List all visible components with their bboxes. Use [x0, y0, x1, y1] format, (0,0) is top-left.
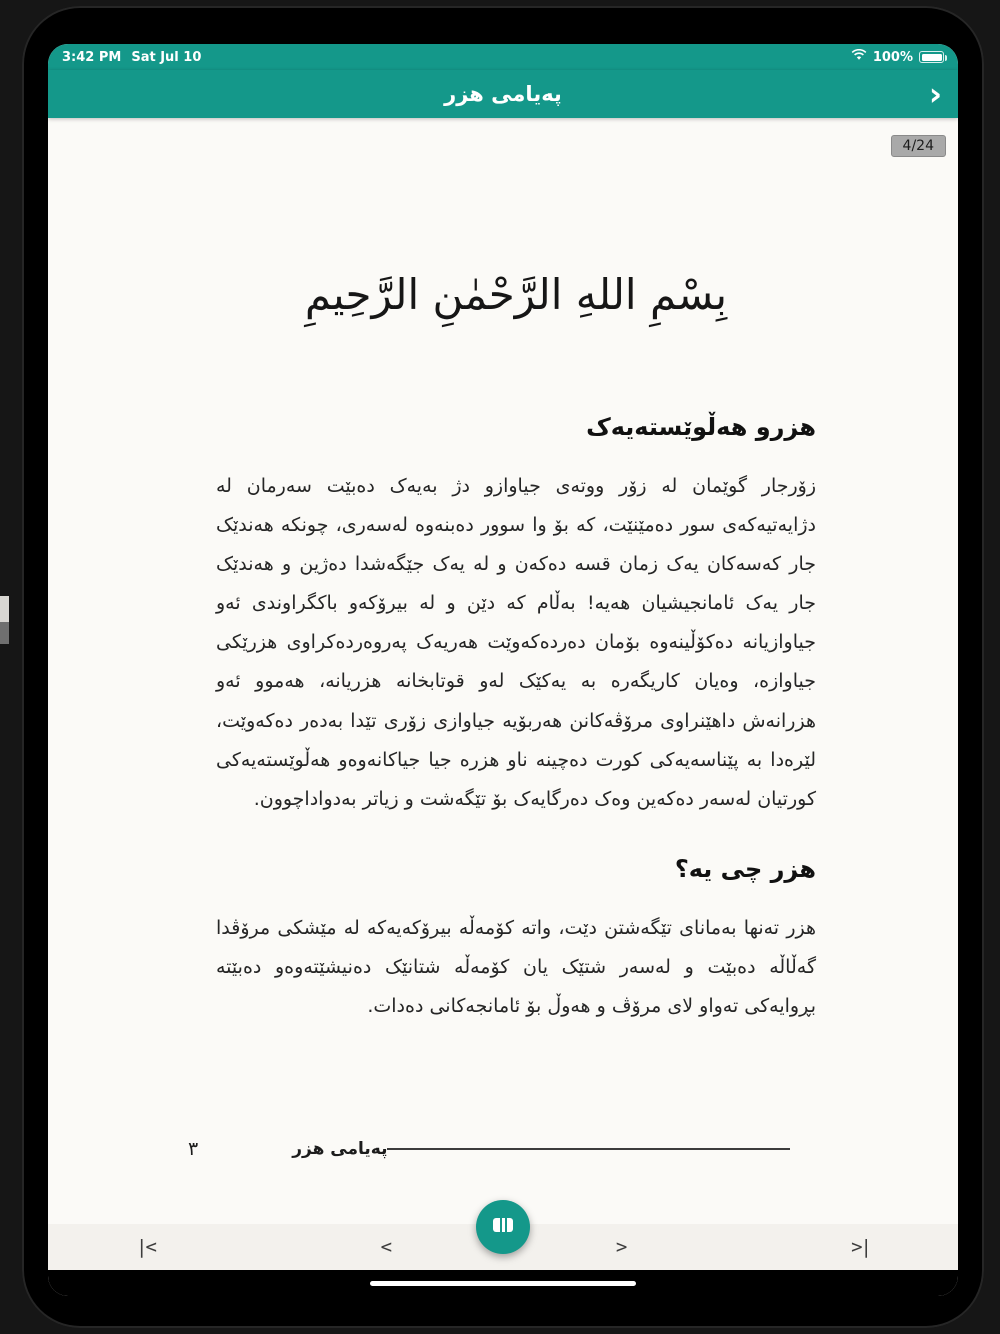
wifi-icon: [851, 49, 867, 65]
status-bar: [48, 44, 958, 70]
status-time: 3:42 PM: [62, 49, 122, 65]
footer-page-number: ٣: [188, 1138, 199, 1160]
tablet-bezel: [22, 6, 984, 1328]
footer-rule: [387, 1148, 790, 1150]
page-footer: [188, 1138, 790, 1160]
home-strip: [48, 1270, 958, 1296]
nav-previous-icon[interactable]: <: [380, 1236, 391, 1258]
home-indicator[interactable]: [370, 1281, 636, 1286]
status-right: [851, 49, 944, 65]
nav-next-icon[interactable]: >: [615, 1236, 626, 1258]
paragraph-1: زۆرجار گوێمان لە زۆر ووتەی جیاوازو دژ بەیەک دەبێت سەرمان لە دژایەتیەکەی سور دەمێنێت، کە بۆ وا سوور دەبنەوە لەسەری، چونکە هەندێک جار کەسەکان یەک زمان قسە دەکەن و لە یەک جێگەشدا دەژین و هەندێک جار یەک ئامانجیشیان هەیە! بەڵام کە دێن و لە بیرۆکەو باکگراوندی ئەو جیاوازیانە دەکۆڵینەوە بۆمان دەردەکەوێت هەریەک پەروەردەکراوی هزرێکی جیاوازە، وەیان کاریگەرە بە یەکێک لەو قوتابخانە هزریانە، هەموو ئەو هزرانەش داهێنراوی مرۆڤەکانن هەربۆیە جیاوازی زۆری تێدا بەدەر دەکەوێت، لێرەدا بە پێناسەیەکی کورت دەچینە ناو هزرە جیا جیاکانەوەو هەڵوێستەیەکی کورتیان لەسەر دەکەین وەک دەرگایەک بۆ تێگەشت و زیاتر بەدواداچوون.: [216, 474, 816, 810]
app-screen: [48, 44, 958, 1296]
status-date: Sat Jul 10: [131, 49, 202, 65]
status-left: [62, 50, 201, 65]
footer-book-title: پەیامی هزر: [292, 1139, 388, 1159]
battery-percent: 100%: [872, 49, 913, 65]
section-heading-2: هزر چی یە؟: [674, 854, 816, 883]
page-indicator-badge: 4/24: [891, 135, 946, 157]
book-page[interactable]: [48, 118, 958, 1224]
bismillah-calligraphy: بِسْمِ اللهِ الرَّحْمٰنِ الرَّحِيمِ: [304, 270, 728, 319]
nav-last-icon[interactable]: >|: [851, 1236, 870, 1258]
paragraph-2: هزر تەنها بەمانای تێگەشتن دێت، واتە کۆمەڵە بیرۆکەیەکە لە مێشکی مرۆڤدا گەڵاڵە دەبێت و لەسەر شتێک یان کۆمەڵە شتانێک دەنیشێتەوەو دەبێتە بڕوایەکی تەواو لای مرۆڤ و هەوڵ بۆ ئامانجەکانی دەدات.: [216, 916, 816, 1018]
pages-fab-button[interactable]: [476, 1200, 530, 1254]
app-header: [48, 70, 958, 118]
background-window-artifact-dark: [0, 622, 9, 644]
battery-icon: [919, 51, 944, 63]
section-heading-1: هزرو هەڵوێستەیەک: [586, 412, 816, 441]
page-title: پەیامی هزر: [444, 82, 562, 106]
nav-first-icon[interactable]: |<: [136, 1236, 155, 1258]
fab-pages-icon: [492, 1216, 514, 1238]
back-chevron-icon[interactable]: ›: [928, 75, 942, 113]
page-body: [48, 266, 958, 1026]
